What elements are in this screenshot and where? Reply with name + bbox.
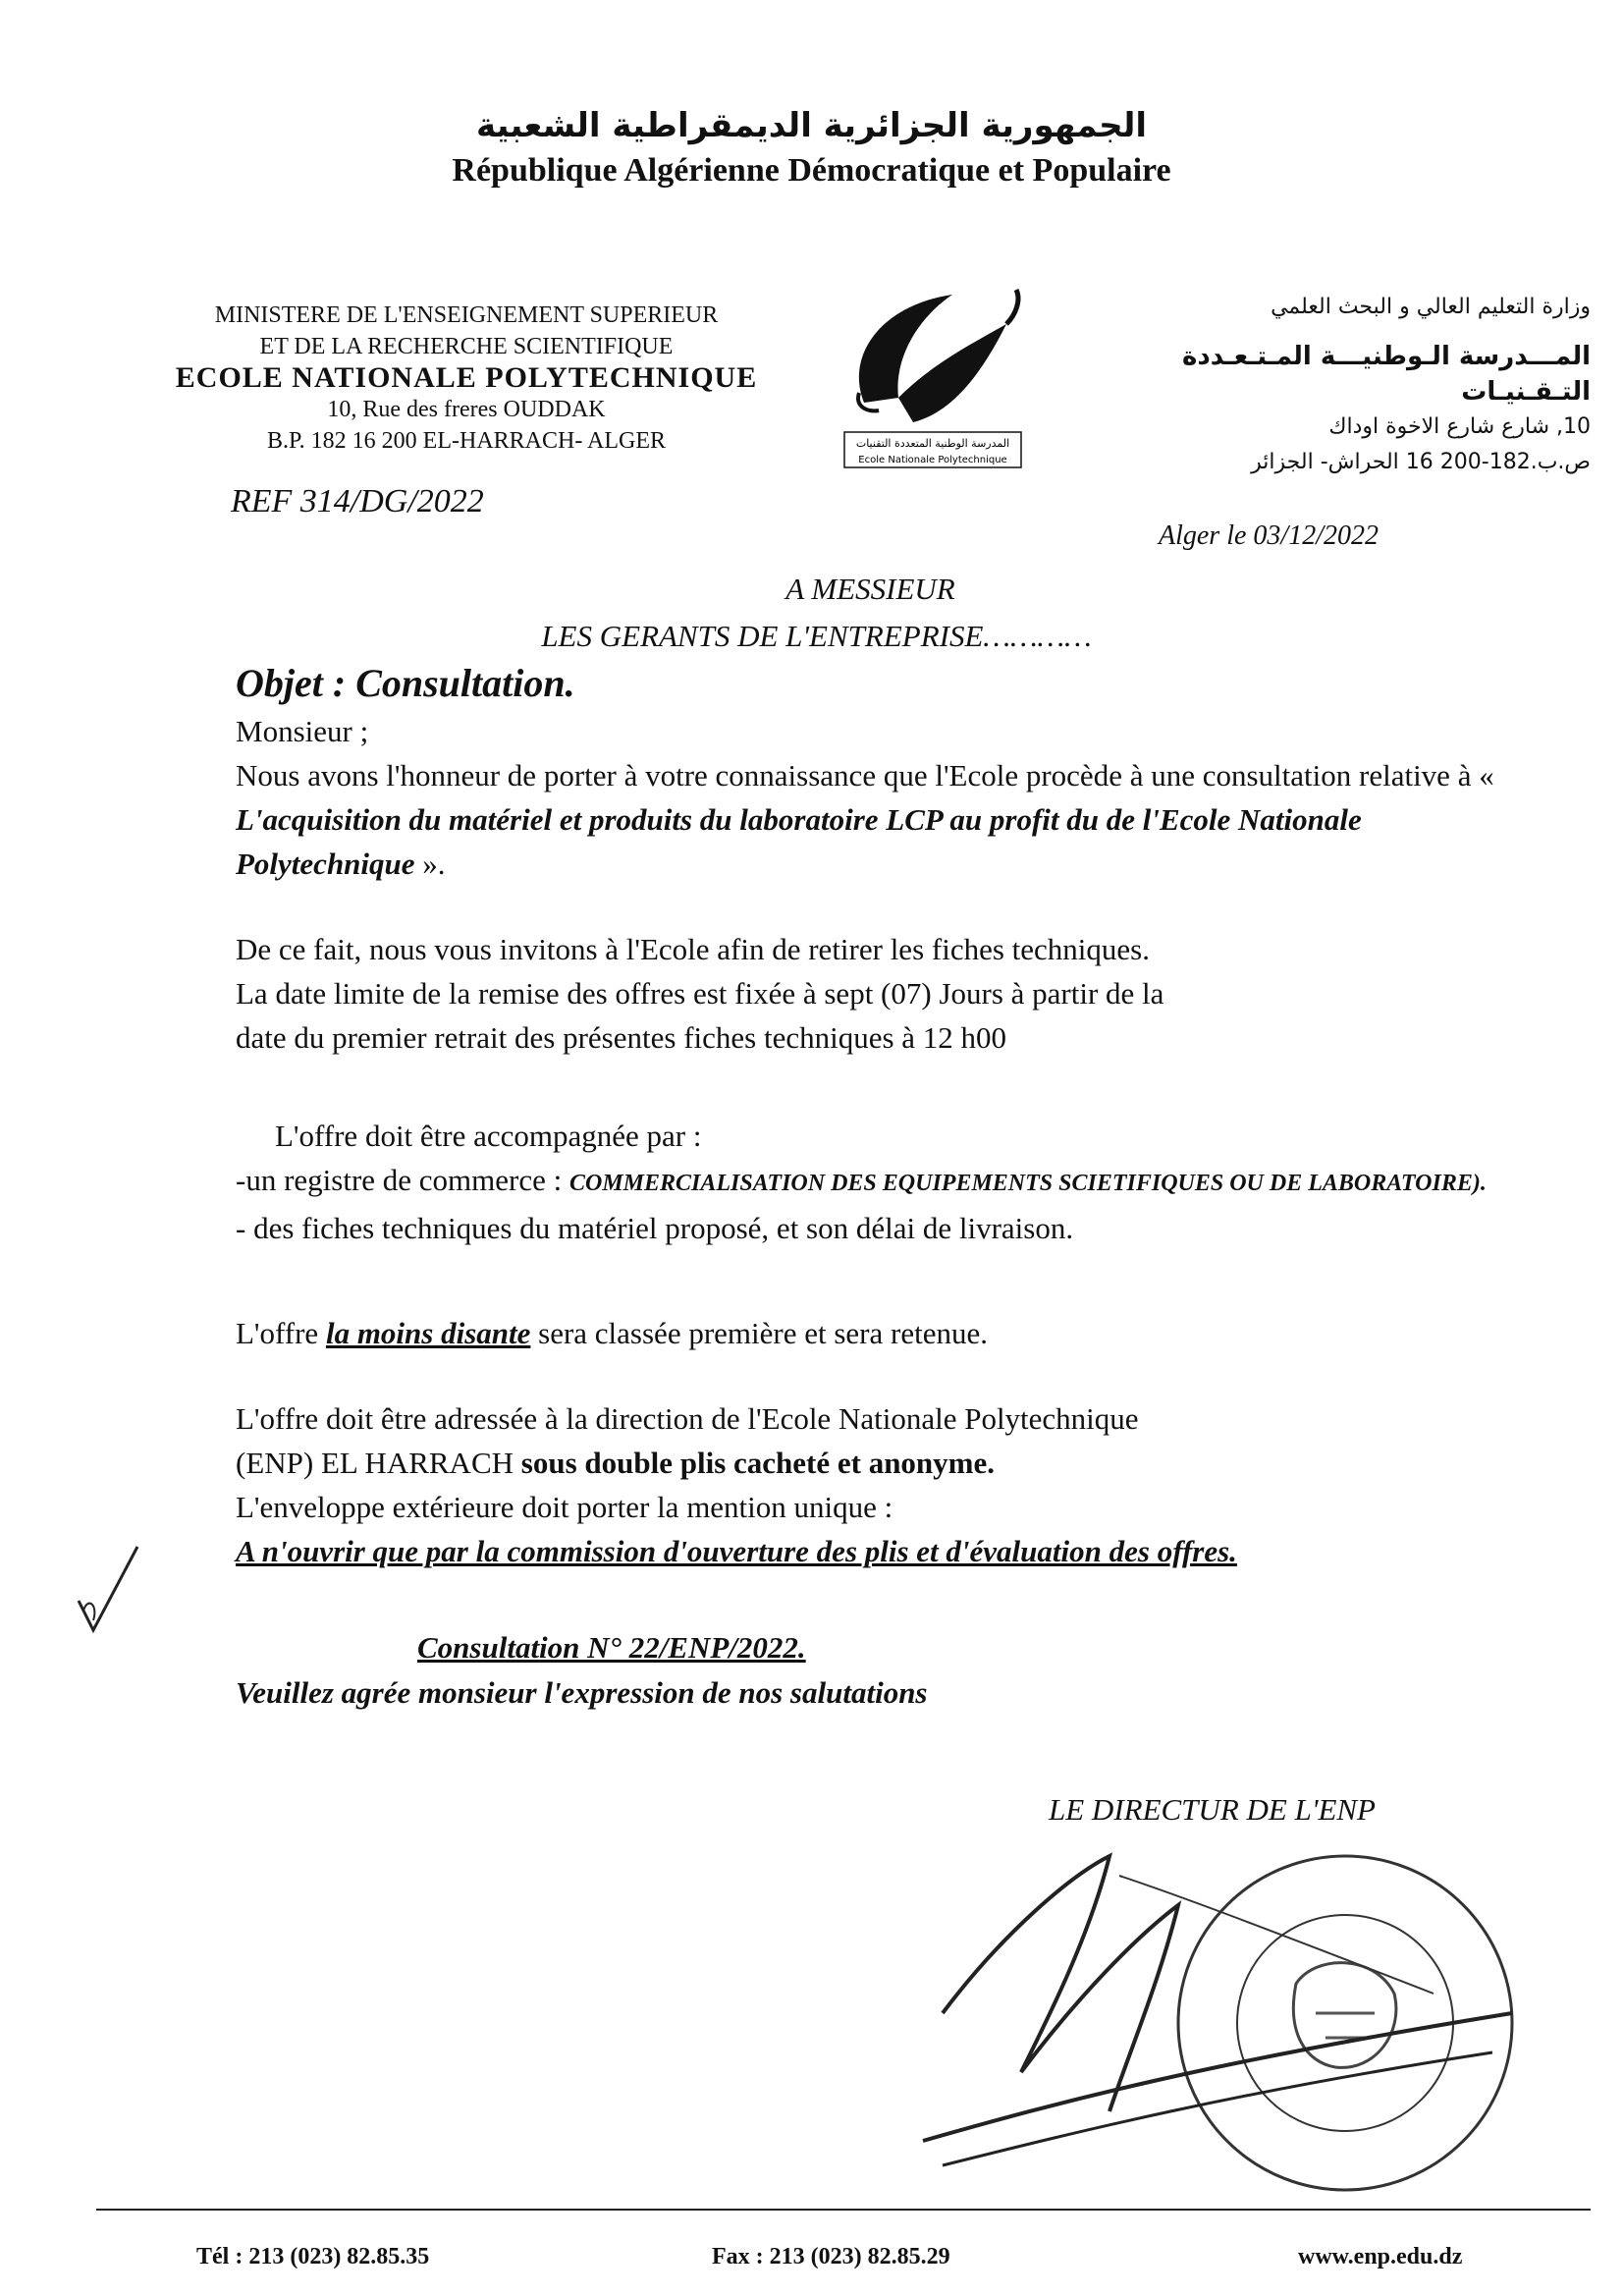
- checkmark-icon: [69, 1542, 147, 1650]
- selection-start: L'offre: [236, 1316, 326, 1350]
- requirement-register-activity: COMMERCIALISATION DES EQUIPEMENTS SCIETIFIQUES OU DE LABORATOIRE).: [569, 1171, 1487, 1196]
- enp-logo: [825, 275, 1041, 471]
- deadline-line-1: De ce fait, nous vous invitons à l'Ecole afin de retirer les fiches techniques.: [236, 932, 1150, 966]
- arabic-po-box: ص.ب.182-200 16 الحراش- الجزائر: [1251, 450, 1591, 474]
- arabic-ministry: وزارة التعليم العالي و البحث العلمي: [1271, 295, 1591, 319]
- paragraph-submission: [236, 1396, 1512, 1573]
- stamp-and-signature: [884, 1817, 1532, 2239]
- school-name: ECOLE NATIONALE POLYTECHNIQUE: [175, 361, 758, 394]
- closing-salutation: Veuillez agrée monsieur l'expression de nos salutations: [236, 1675, 928, 1710]
- letter-subject: Objet : Consultation.: [236, 661, 575, 705]
- paragraph-consultation-start: Nous avons l'honneur de porter à votre connaissance que l'Ecole procède à une consultation relative à «: [236, 758, 1494, 793]
- selection-end: sera classée première et sera retenue.: [530, 1316, 988, 1350]
- school-po-box: B.P. 182 16 200 EL-HARRACH- ALGER: [266, 428, 667, 454]
- recipient-block: [0, 566, 1623, 660]
- deadline-line-2: La date limite de la remise des offres est fixée à sept (07) Jours à partir de la: [236, 976, 1164, 1011]
- margin-pen-mark: [69, 1542, 147, 1650]
- consultation-subject: L'acquisition du matériel et produits du laboratoire LCP au profit du de l'Ecole Nationale Polytechnique: [236, 802, 1362, 881]
- recipient-line-1: A MESSIEUR: [785, 572, 955, 606]
- logo-caption-french: Ecole Nationale Polytechnique: [858, 455, 1007, 465]
- letter-date: Alger le 03/12/2022: [1159, 520, 1379, 551]
- arabic-ministry-block: [1070, 290, 1591, 480]
- requirement-item-datasheets: - des fiches techniques du matériel proposé, et son délai de livraison.: [236, 1211, 1074, 1245]
- footer-divider: [96, 2209, 1591, 2211]
- paragraph-consultation-end: ».: [414, 847, 446, 881]
- arabic-school-name: المـــدرسة الـوطنيـــة المـتـعـددة التـقـنيـات: [1182, 342, 1591, 407]
- reference-number: REF 314/DG/2022: [231, 483, 484, 519]
- submission-line-2: [236, 1441, 1512, 1485]
- submission-envelope-requirement: sous double plis cacheté et anonyme.: [520, 1446, 996, 1480]
- paragraph-intro: [236, 709, 1512, 886]
- selection-criterion: la moins disante: [325, 1316, 531, 1350]
- envelope-mention: A n'ouvrir que par la commission d'ouverture des plis et d'évaluation des offres.: [236, 1534, 1237, 1568]
- salutation: Monsieur ;: [236, 714, 369, 748]
- ministry-line-2: ET DE LA RECHERCHE SCIENTIFIQUE: [259, 334, 674, 359]
- paragraph-consultation: [236, 753, 1512, 886]
- consultation-number: Consultation N° 22/ENP/2022.: [417, 1630, 806, 1665]
- official-stamp-icon: [884, 1817, 1532, 2239]
- paragraph-requirements: [236, 1114, 1512, 1250]
- submission-line-2-start: (ENP) EL HARRACH: [236, 1446, 521, 1480]
- school-street: 10, Rue des freres OUDDAK: [327, 397, 606, 422]
- footer-phone: Tél : 213 (023) 82.85.35: [196, 2244, 430, 2269]
- requirement-register-prefix: -un registre de commerce :: [236, 1163, 569, 1197]
- ministry-line-1: MINISTERE DE L'ENSEIGNEMENT SUPERIEUR: [214, 302, 719, 328]
- enp-logo-icon: [825, 275, 1041, 471]
- closing-block: [236, 1625, 1512, 1716]
- requirements-intro: L'offre doit être accompagnée par :: [275, 1119, 702, 1153]
- requirement-item-register: [236, 1158, 1512, 1206]
- republic-title-french: République Algérienne Démocratique et Populaire: [452, 152, 1171, 189]
- paragraph-selection: [236, 1311, 1512, 1355]
- arabic-street: 10, شارع شارع الاخوة اوداك: [1328, 414, 1591, 439]
- deadline-line-3: date du premier retrait des présentes fiches techniques à 12 h00: [236, 1020, 1007, 1055]
- signatory-title: LE DIRECTUR DE L'ENP: [1049, 1792, 1376, 1827]
- recipient-line-2: LES GERANTS DE L'ENTREPRISE…………: [541, 619, 1092, 653]
- footer-fax: Fax : 213 (023) 82.85.29: [712, 2244, 950, 2269]
- submission-line-1: L'offre doit être adressée à la direction de l'Ecole Nationale Polytechnique: [236, 1401, 1139, 1436]
- footer-website[interactable]: www.enp.edu.dz: [1298, 2244, 1463, 2269]
- logo-caption-arabic: المدرسة الوطنية المتعددة التقنيات: [855, 437, 1010, 450]
- submission-line-3: L'enveloppe extérieure doit porter la mention unique :: [236, 1490, 893, 1524]
- republic-title-arabic: الجمهورية الجزائرية الديمقراطية الشعبية: [476, 106, 1147, 145]
- paragraph-deadline: [236, 927, 1512, 1060]
- ministry-block: [137, 300, 795, 457]
